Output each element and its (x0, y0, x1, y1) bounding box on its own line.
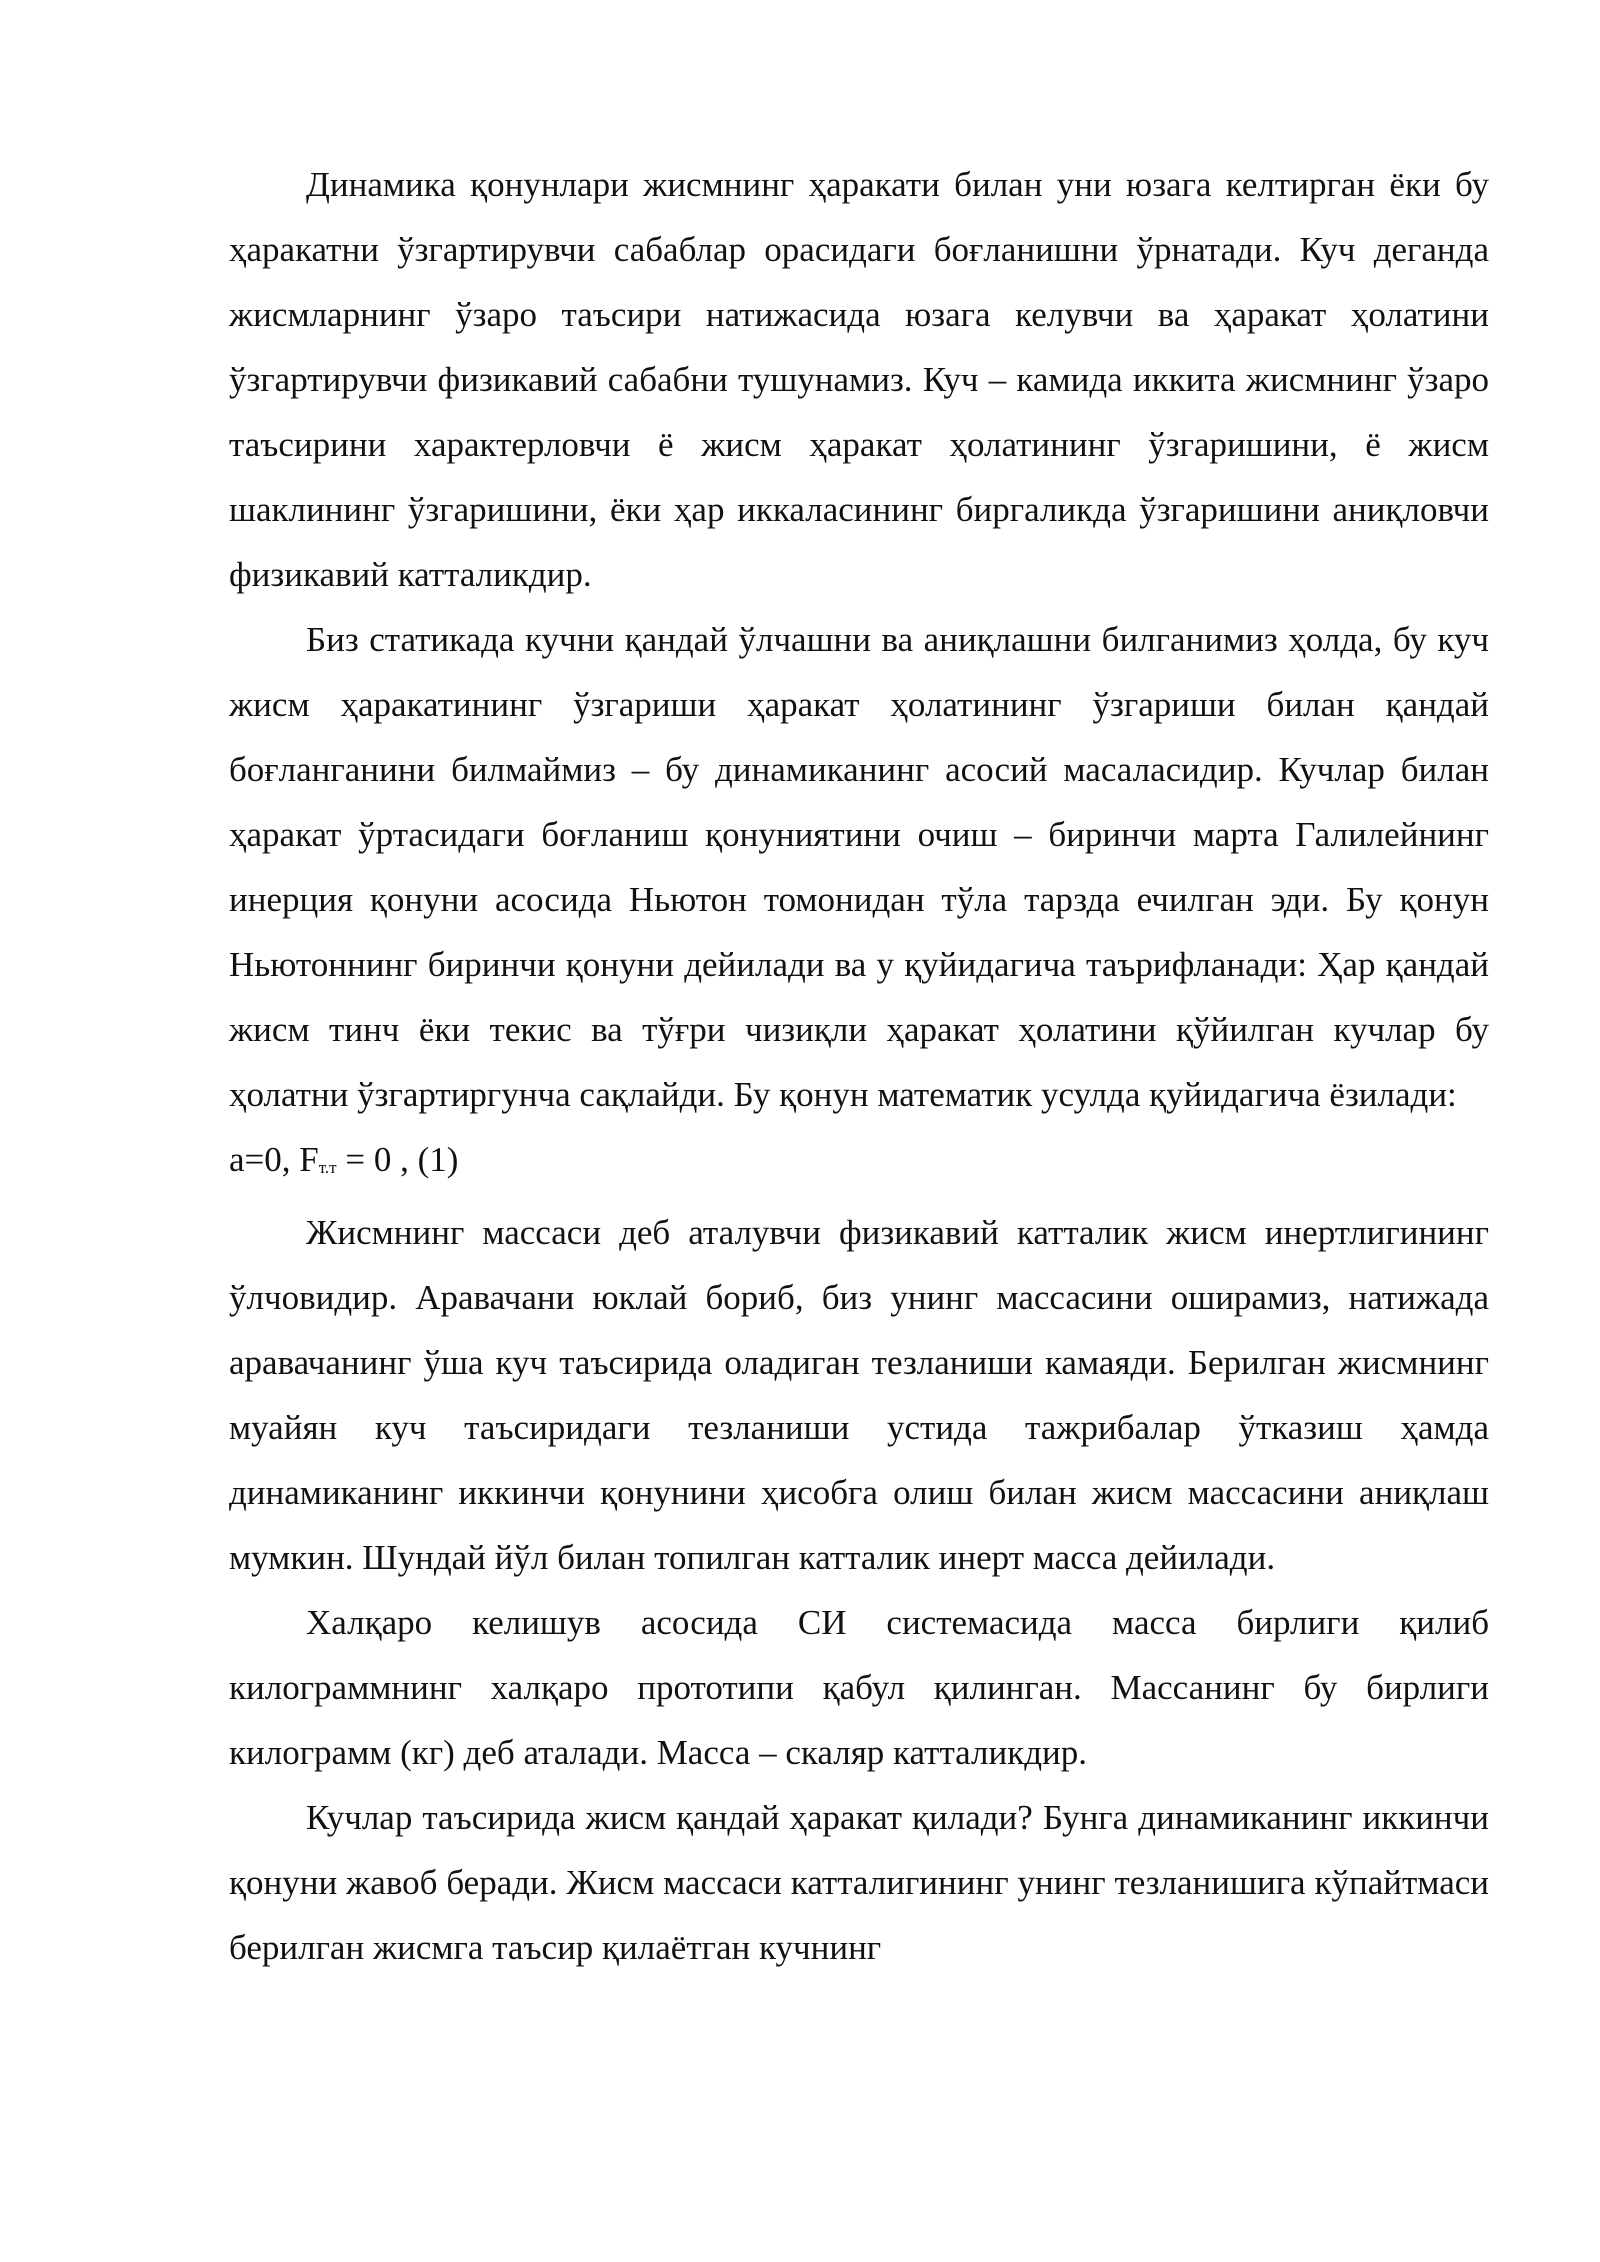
formula-subscript: т.т (318, 1158, 337, 1177)
paragraph-newton-first-law: Биз статикада кучни қандай ўлчашни ва аниқлашни билганимиз ҳолда, бу куч жисм ҳаракатининг ўзгариши ҳаракат ҳолатининг ўзгариши билан қандай боғланганини билмаймиз – бу динамиканинг асосий масаласидир. Кучлар билан ҳаракат ўртасидаги боғланиш қонуниятини очиш – биринчи марта Галилейнинг инерция қонуни асосида Ньютон томонидан тўла тарзда ечилган эди. Бу қонун Ньютоннинг биринчи қонуни дейилади ва у қуйидагича таърифланади: Ҳар қандай жисм тинч ёки текис ва тўғри чизиқли ҳаракат ҳолатини қўйилган кучлар бу ҳолатни ўзгартиргунча сақлайди. Бу қонун математик усулда қуйидагича ёзилади: (229, 620, 1489, 1114)
paragraph-si-mass-unit: Халқаро келишув асосида СИ системасида масса бирлиги қилиб килограммнинг халқаро прототипи қабул қилинган. Массанинг бу бирлиги килограмм (кг) деб аталади. Масса – скаляр катталикдир. (229, 1603, 1489, 1772)
paragraph-mass-inertia: Жисмнинг массаси деб аталувчи физикавий катталик жисм инертлигининг ўлчовидир. Аравачани юклай бориб, биз унинг массасини оширамиз, натижада аравачанинг ўша куч таъсирида оладиган тезланиши камаяди. Берилган жисмнинг муайян куч таъсиридаги тезланиши устида тажрибалар ўтказиш ҳамда динамиканинг иккинчи қонунини ҳисобга олиш билан жисм массасини аниқлаш мумкин. Шундай йўл билан топилган катталик инерт масса дейилади. (229, 1213, 1489, 1577)
document-page (229, 152, 1489, 1980)
formula-newton-first-law (229, 1127, 1489, 1200)
formula-suffix: = 0 , (1) (336, 1140, 459, 1179)
paragraph-dynamics-laws: Динамика қонунлари жисмнинг ҳаракати билан уни юзага келтирган ёки бу ҳаракатни ўзгартирувчи сабаблар орасидаги боғланишни ўрнатади. Куч деганда жисмларнинг ўзаро таъсири натижасида юзага келувчи ва ҳаракат ҳолатини ўзгартирувчи физикавий сабабни тушунамиз. Куч – камида иккита жисмнинг ўзаро таъсирини характерловчи ё жисм ҳаракат ҳолатининг ўзгаришини, ё жисм шаклининг ўзгаришини, ёки ҳар иккаласининг биргаликда ўзгаришини аниқловчи физикавий катталикдир. (229, 165, 1489, 594)
paragraph-newton-second-law: Кучлар таъсирида жисм қандай ҳаракат қилади? Бунга динамиканинг иккинчи қонуни жавоб беради. Жисм массаси катталигининг унинг тезланишига кўпайтмаси берилган жисмга таъсир қилаётган кучнинг (229, 1798, 1489, 1967)
formula-prefix: a=0, F (229, 1140, 319, 1179)
